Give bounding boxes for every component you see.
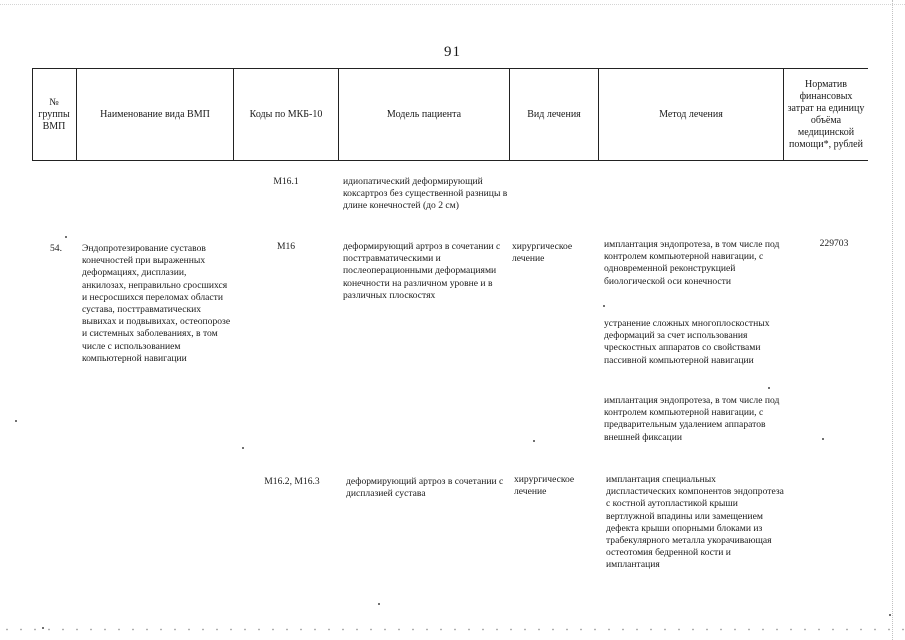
treatment-method: устранение сложных многоплоскостных деформаций за счет использования чрескостных аппаратов со свойствами пассивной компьютерной навигации [604, 318, 770, 366]
scan-speck [378, 603, 380, 605]
top-edge [0, 4, 905, 5]
treatment-method: имплантация эндопротеза, в том числе под контролем компьютерной навигации, с одновременной реконструкцией биологической оси конечности [604, 239, 780, 287]
bottom-scan-edge [0, 628, 905, 631]
scan-speck [822, 438, 824, 440]
cost-value: 229703 [819, 238, 849, 249]
scan-speck [889, 614, 891, 616]
vmp-name: Эндопротезирование суставов конечностей при выраженных деформациях, дисплазии, анкилозах, неправильно сросшихся и несросшихся переломах области сустава, посттравматических вывихах и подвывихах, остеопорозе и системных заболеваниях, в том числе с использованием компьютерной навигации [82, 243, 231, 364]
page-number: 91 [444, 44, 461, 60]
group-number: 54. [50, 243, 62, 254]
icd-code: M16 [276, 241, 296, 252]
header-cost-norm: Норматив финансовых затрат на единицу объёма медицинской помощи*, рублей [787, 78, 865, 150]
header-group-number: № группы ВМП [38, 96, 70, 132]
scan-speck [603, 305, 605, 307]
header-treatment-type: Вид лечения [527, 108, 581, 120]
patient-model: деформирующий артроз в сочетании с посттравматическими и послеоперационными деформациями конечности на различном уровне и в различных плоскостях [343, 241, 501, 301]
scan-speck [65, 236, 67, 238]
patient-model: идиопатический деформирующий коксартроз без существенной разницы в длине конечностей (до 2 см) [343, 176, 508, 212]
treatment-type: хирургическое лечение [514, 474, 575, 498]
header-icd-codes: Коды по МКБ-10 [249, 108, 323, 120]
treatment-method: имплантация специальных диспластических компонентов эндопротеза с костной аутопластикой крыши вертлужной впадины или замещением дефекта крыши опорными блоками из трабекулярного металла укорачивающая остеотомия бедренной кости и имплантация [606, 474, 784, 571]
table-header-bottom-border [32, 160, 868, 161]
header-vmp-name: Наименование вида ВМП [100, 108, 210, 120]
scan-speck [15, 420, 17, 422]
icd-code: M16.2, M16.3 [264, 476, 320, 487]
header-patient-model: Модель пациента [386, 108, 462, 120]
scan-speck [768, 387, 770, 389]
scan-speck [533, 440, 535, 442]
scan-speck [242, 447, 244, 449]
right-edge [892, 0, 894, 640]
treatment-type: хирургическое лечение [512, 241, 573, 265]
patient-model: деформирующий артроз в сочетании с дисплазией сустава [346, 476, 504, 500]
header-treatment-method: Метод лечения [659, 108, 723, 120]
treatment-method: имплантация эндопротеза, в том числе под контролем компьютерной навигации, с предварительным удалением аппаратов внешней фиксации [604, 395, 780, 443]
icd-code: M16.1 [273, 176, 299, 187]
